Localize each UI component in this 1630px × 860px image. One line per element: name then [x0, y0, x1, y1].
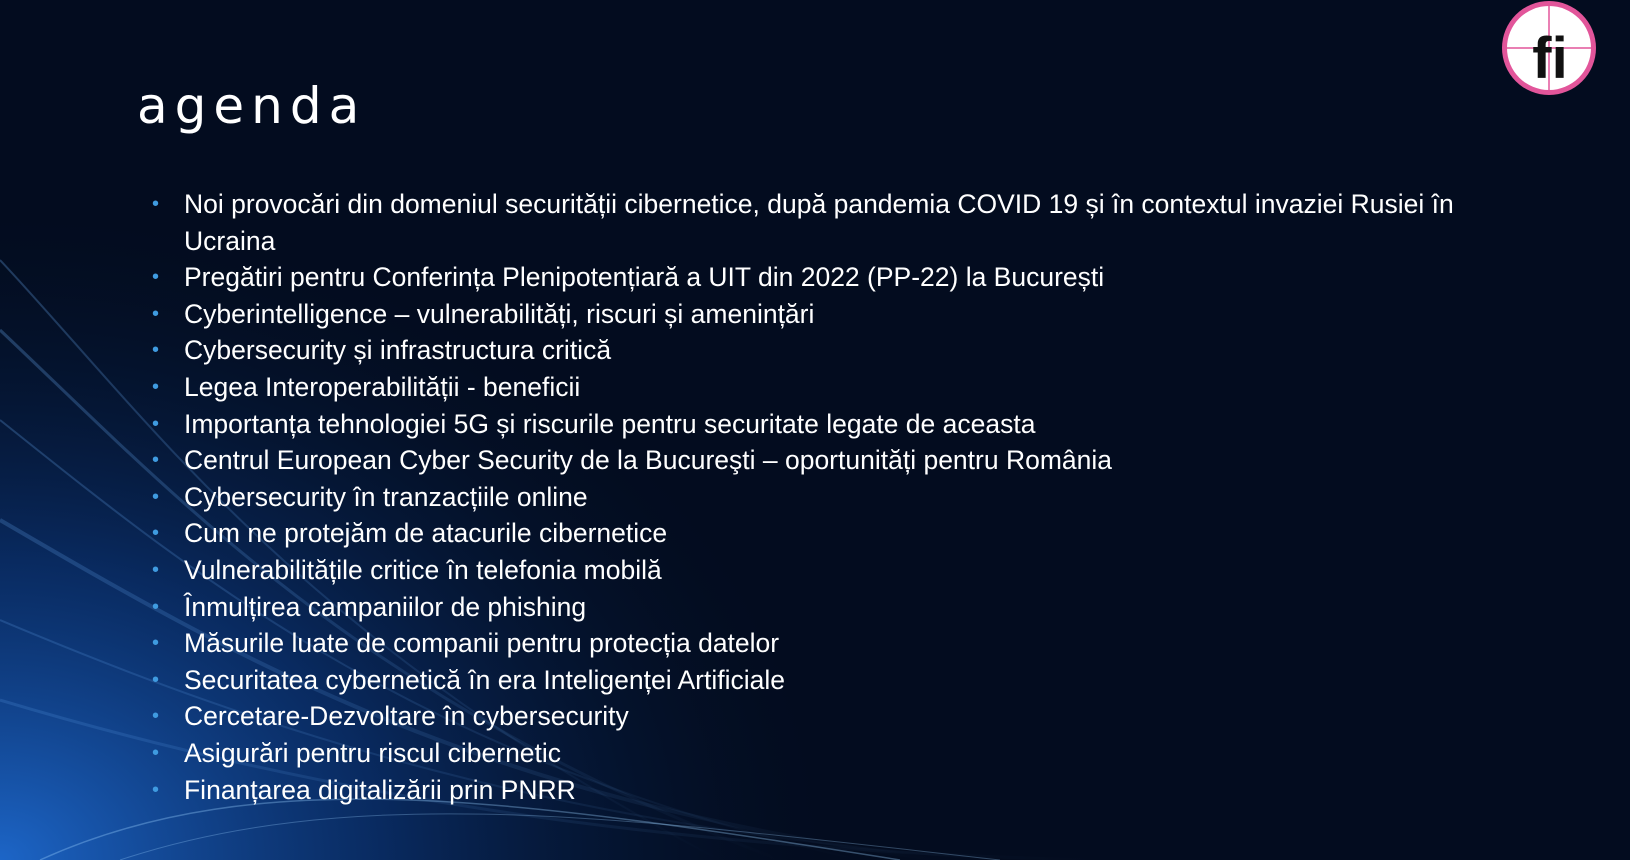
agenda-item-text: Noi provocări din domeniul securității cibernetice, după pandemia COVID 19 și în contextul invaziei Rusiei în Ucraina	[184, 189, 1454, 256]
bullet-icon: •	[152, 339, 160, 362]
bullet-icon: •	[152, 449, 160, 472]
agenda-item	[152, 259, 1542, 296]
bullet-icon: •	[152, 522, 160, 545]
agenda-list	[152, 186, 1542, 808]
bullet-icon: •	[152, 302, 160, 325]
agenda-item-text: Finanțarea digitalizării prin PNRR	[184, 774, 576, 805]
agenda-item	[152, 698, 1542, 735]
agenda-item	[152, 552, 1542, 589]
bullet-icon: •	[152, 595, 160, 618]
agenda-item-text: Securitatea cybernetică în era Inteligenței Artificiale	[184, 664, 785, 695]
bullet-icon: •	[152, 778, 160, 801]
agenda-item-text: Cyberintelligence – vulnerabilități, riscuri și amenințări	[184, 298, 815, 329]
bullet-icon: •	[152, 412, 160, 435]
bullet-icon: •	[152, 485, 160, 508]
bullet-icon: •	[152, 558, 160, 581]
agenda-item	[152, 296, 1542, 333]
logo-text: fi	[1532, 26, 1568, 91]
agenda-item	[152, 515, 1542, 552]
agenda-item-text: Centrul European Cyber Security de la Bucureşti – oportunități pentru România	[184, 445, 1113, 476]
agenda-item	[152, 332, 1542, 369]
agenda-item-text: Legea Interoperabilității - beneficii	[184, 371, 581, 402]
agenda-item-text: Înmulțirea campaniilor de phishing	[184, 591, 587, 622]
bullet-icon: •	[152, 632, 160, 655]
agenda-item	[152, 625, 1542, 662]
agenda-item-text: Asigurări pentru riscul cibernetic	[184, 737, 562, 768]
agenda-item-text: Cercetare-Dezvoltare în cybersecurity	[184, 701, 629, 732]
agenda-item	[152, 369, 1542, 406]
agenda-item-text: Cybersecurity și infrastructura critică	[184, 335, 612, 366]
agenda-item-text: Cum ne protejăm de atacurile cibernetice	[184, 518, 668, 549]
slide-title: agenda	[137, 77, 367, 135]
bullet-icon: •	[152, 193, 160, 215]
bullet-icon: •	[152, 266, 160, 289]
agenda-item	[152, 442, 1542, 479]
agenda-item	[152, 772, 1542, 809]
fi-logo-icon	[1498, 0, 1600, 98]
bullet-icon: •	[152, 705, 160, 728]
bullet-icon: •	[152, 375, 160, 398]
agenda-item	[152, 479, 1542, 516]
agenda-item-text: Importanța tehnologiei 5G și riscurile pentru securitate legate de aceasta	[184, 408, 1036, 439]
bullet-icon: •	[152, 741, 160, 764]
agenda-item	[152, 589, 1542, 626]
bullet-icon: •	[152, 668, 160, 691]
agenda-item-text: Cybersecurity în tranzacțiile online	[184, 481, 588, 512]
agenda-item	[152, 662, 1542, 699]
agenda-item-text: Măsurile luate de companii pentru protecția datelor	[184, 628, 780, 659]
agenda-item	[152, 735, 1542, 772]
agenda-item	[152, 406, 1542, 443]
agenda-item	[152, 186, 1542, 259]
agenda-item-text: Pregătiri pentru Conferința Plenipotențiară a UIT din 2022 (PP-22) la București	[184, 262, 1105, 293]
agenda-item-text: Vulnerabilitățile critice în telefonia mobilă	[184, 554, 662, 585]
